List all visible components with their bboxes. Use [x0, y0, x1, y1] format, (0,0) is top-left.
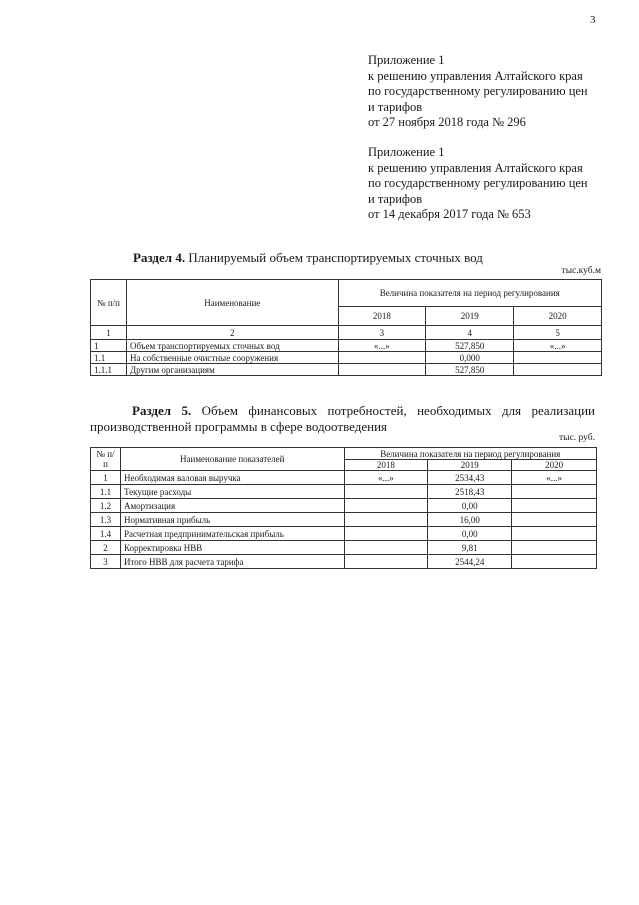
value-2018: «...» [338, 340, 426, 352]
appendix-date: от 14 декабря 2017 года № 653 [368, 207, 531, 221]
section-4-heading: Планируемый объем транспортируемых сточных вод [185, 250, 483, 265]
header-period: Величина показателя на период регулирования [344, 448, 596, 460]
value-2018 [344, 499, 428, 513]
value-2020: «...» [512, 471, 597, 485]
value-2020 [512, 541, 597, 555]
appendix-date: от 27 ноября 2018 года № 296 [368, 115, 526, 129]
appendix-note-current [368, 53, 588, 131]
appendix-line: по государственному регулированию цен [368, 84, 588, 98]
header-name: Наименование показателей [120, 448, 344, 471]
row-num: 1.1 [91, 352, 127, 364]
value-2019: 0,00 [428, 527, 512, 541]
header-period: Величина показателя на период регулирования [338, 280, 601, 307]
row-name: Расчетная предпринимательская прибыль [120, 527, 344, 541]
table-row [91, 555, 597, 569]
table-row [91, 527, 597, 541]
row-num: 1.3 [91, 513, 121, 527]
section-4-table [90, 279, 602, 376]
value-2019: 2534,43 [428, 471, 512, 485]
value-2019: 0,000 [426, 352, 514, 364]
table-row [91, 471, 597, 485]
appendix-line: к решению управления Алтайского края [368, 160, 583, 175]
row-num: 1.1 [91, 485, 121, 499]
header-num: № п/п [91, 448, 121, 471]
header-year-2019: 2019 [428, 460, 512, 471]
row-name: Нормативная прибыль [120, 513, 344, 527]
value-2018 [344, 555, 428, 569]
header-year-2020: 2020 [512, 460, 597, 471]
appendix-line: и тарифов [368, 191, 423, 206]
row-name: Другим организациям [126, 364, 338, 376]
row-num: 1.1.1 [91, 364, 127, 376]
row-num: 1 [91, 340, 127, 352]
index-cell: 5 [514, 326, 602, 340]
section-4-title [133, 250, 483, 266]
appendix-line: и тарифов [368, 99, 423, 114]
index-cell: 3 [338, 326, 426, 340]
row-name: Необходимая валовая выручка [120, 471, 344, 485]
value-2018 [344, 513, 428, 527]
section-5-table [90, 447, 597, 569]
value-2020 [514, 352, 602, 364]
appendix-title: Приложение 1 [368, 145, 445, 159]
value-2020 [512, 499, 597, 513]
section-4-label: Раздел 4. [133, 250, 186, 265]
table-row [91, 352, 602, 364]
appendix-line: к решению управления Алтайского края [368, 68, 583, 83]
value-2020 [514, 364, 602, 376]
row-num: 1.4 [91, 527, 121, 541]
section-4-unit: тыс.куб.м [561, 266, 601, 276]
row-name: Корректировка НВВ [120, 541, 344, 555]
index-cell: 2 [126, 326, 338, 340]
table-row [91, 541, 597, 555]
value-2019: 16,00 [428, 513, 512, 527]
appendix-note-original [368, 145, 588, 223]
value-2020 [512, 513, 597, 527]
table-row [91, 340, 602, 352]
value-2018 [344, 527, 428, 541]
appendix-title: Приложение 1 [368, 53, 445, 67]
value-2018 [344, 541, 428, 555]
table-row [91, 513, 597, 527]
index-cell: 1 [91, 326, 127, 340]
value-2019: 527,850 [426, 364, 514, 376]
section-5-unit: тыс. руб. [559, 433, 595, 443]
row-name: На собственные очистные сооружения [126, 352, 338, 364]
value-2020 [512, 485, 597, 499]
section-5-title [90, 403, 595, 435]
section-5-heading: Объем финансовых потребностей, необходимых для реализации производственной программы в сфере водоотведения [90, 403, 595, 434]
value-2019: 2518,43 [428, 485, 512, 499]
table-row [91, 485, 597, 499]
header-year-2018: 2018 [344, 460, 428, 471]
header-name: Наименование [126, 280, 338, 326]
value-2019: 0,00 [428, 499, 512, 513]
value-2020: «...» [514, 340, 602, 352]
value-2018: «...» [344, 471, 428, 485]
row-num: 2 [91, 541, 121, 555]
value-2020 [512, 555, 597, 569]
row-name: Амортизация [120, 499, 344, 513]
header-year-2018: 2018 [338, 307, 426, 326]
value-2019: 9,81 [428, 541, 512, 555]
row-num: 1 [91, 471, 121, 485]
page-number: 3 [590, 14, 596, 26]
row-name: Итого НВВ для расчета тарифа [120, 555, 344, 569]
value-2020 [512, 527, 597, 541]
value-2018 [338, 352, 426, 364]
header-year-2019: 2019 [426, 307, 514, 326]
index-cell: 4 [426, 326, 514, 340]
value-2019: 2544,24 [428, 555, 512, 569]
row-num: 1.2 [91, 499, 121, 513]
row-name: Текущие расходы [120, 485, 344, 499]
value-2018 [344, 485, 428, 499]
table-row [91, 499, 597, 513]
value-2018 [338, 364, 426, 376]
row-num: 3 [91, 555, 121, 569]
appendix-line: по государственному регулированию цен [368, 176, 588, 190]
header-num: № п/п [91, 280, 127, 326]
section-5-label: Раздел 5. [132, 403, 192, 418]
header-year-2020: 2020 [514, 307, 602, 326]
value-2019: 527,850 [426, 340, 514, 352]
row-name: Объем транспортируемых сточных вод [126, 340, 338, 352]
table-row [91, 364, 602, 376]
